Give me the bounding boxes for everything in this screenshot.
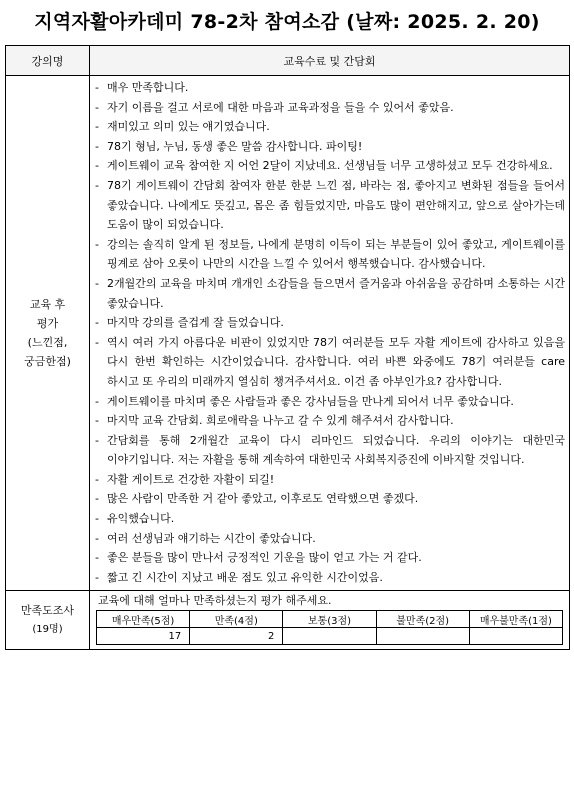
comment-text: 유익했습니다. [107, 512, 175, 526]
comment-text: 78기 형님, 누님, 동생 좋은 말씀 감사합니다. 파이팅! [107, 139, 363, 153]
bullet-dash: - [95, 316, 99, 330]
comment-item [95, 411, 565, 431]
rating-values-row [97, 628, 563, 645]
comment-text: 78기 게이트웨이 간담회 참여자 한분 한분 느낀 점, 바라는 점, 좋아지고 변화된 점들을 들어서 좋았습니다. 나에게도 뜻깊고, 몸은 좀 힘들었지만, 마음도 많이 편안해지고, 앞으로 살아가는데 도움이 많이 되었습니다. [107, 178, 565, 232]
bullet-dash: - [95, 100, 99, 114]
rating-value [376, 628, 469, 645]
rating-option: 매우불만족(1점) [469, 611, 562, 628]
rating-option: 만족(4점) [190, 611, 283, 628]
survey-label: 만족도조사 [20, 604, 75, 618]
comment-text: 짧고 긴 시간이 지났고 배운 점도 있고 유익한 시간이었음. [107, 570, 383, 584]
comment-item [95, 274, 565, 313]
comment-item [95, 78, 565, 98]
bullet-dash: - [95, 551, 99, 565]
section-label-line3: (느낀점, [27, 336, 68, 350]
bullet-dash: - [95, 139, 99, 153]
rating-value [469, 628, 562, 645]
comment-text: 매우 만족합니다. [107, 81, 189, 94]
comment-text: 재미있고 의미 있는 얘기였습니다. [107, 120, 270, 134]
survey-label-cell [6, 591, 90, 650]
comment-text: 좋은 분들을 많이 만나서 긍정적인 기운을 많이 얻고 가는 거 같다. [107, 551, 422, 565]
table-header-row [6, 46, 570, 76]
comment-item [95, 529, 565, 549]
bullet-dash: - [95, 159, 99, 173]
comment-item [95, 392, 565, 412]
comment-text: 자활 게이트로 건강한 자활이 되길! [107, 472, 275, 486]
bullet-dash: - [95, 394, 99, 408]
comment-item [95, 470, 565, 490]
comment-text: 강의는 솔직히 알게 된 정보들, 나에게 분명히 이득이 되는 부분들이 있어 좋았고, 게이트웨이를 핑계로 삼아 오롯이 나만의 시간을 느낄 수 있어서 행복했습니다. 감사했습니다. [107, 237, 565, 271]
survey-cell [90, 591, 570, 650]
comment-text: 자기 이름을 걸고 서로에 대한 마음과 교육과정을 들을 수 있어서 좋았음. [107, 100, 454, 114]
survey-question: 교육에 대해 얼마나 만족하셨는지 평가 해주세요. [98, 594, 332, 608]
comment-item [95, 176, 565, 235]
bullet-dash: - [95, 178, 99, 192]
rating-options-row [97, 611, 563, 628]
survey-respondent-count: (19명) [32, 624, 63, 636]
bullet-dash: - [95, 81, 99, 94]
bullet-dash: - [95, 492, 99, 506]
comment-text: 많은 사람이 만족한 거 같아 좋았고, 이후로도 연락했으면 좋겠다. [107, 492, 419, 506]
section-label [6, 76, 90, 591]
comment-item [95, 137, 565, 157]
evaluation-row [6, 76, 570, 591]
bullet-dash: - [95, 335, 99, 349]
comment-text: 게이트웨이 교육 참여한 지 어언 2달이 지났네요. 선생님들 너무 고생하셨고 모두 건강하세요. [107, 159, 553, 173]
comment-item [95, 431, 565, 470]
comment-text: 역시 여러 가지 아름다운 비판이 있었지만 78기 여러분들 모두 자활 게이트에 감사하고 있음을 다시 한번 확인하는 시간이었습니다. 감사합니다. 여러 바쁜 와중에도 78기 여러분들 care 하시고 또 우리의 미래까지 열심히 챙겨주셔서요. 이건 좀 아부인가요? 감사합니다. [107, 335, 565, 388]
comment-list [95, 76, 565, 590]
comment-item [95, 509, 565, 529]
comment-item [95, 98, 565, 118]
bullet-dash: - [95, 237, 99, 251]
rating-value: 17 [97, 628, 190, 645]
rating-option: 보통(3점) [283, 611, 376, 628]
evaluation-table [5, 45, 570, 650]
bullet-dash: - [95, 433, 99, 447]
comment-item [95, 235, 565, 274]
comment-text: 2개월간의 교육을 마치며 개개인 소감들을 들으면서 즐거움과 아쉬움을 공감하며 소통하는 시간 좋았습니다. [107, 276, 565, 310]
bullet-dash: - [95, 120, 99, 134]
bullet-dash: - [95, 276, 99, 290]
bullet-dash: - [95, 531, 99, 545]
comment-item [95, 489, 565, 509]
comment-item [95, 117, 565, 137]
section-label-line1: 교육 후 [29, 298, 66, 312]
header-course-completion: 교육수료 및 간담회 [90, 46, 570, 76]
comment-item [95, 548, 565, 568]
rating-option: 매우만족(5점) [97, 611, 190, 628]
bullet-dash: - [95, 414, 99, 428]
comment-item [95, 156, 565, 176]
comment-text: 마지막 강의를 즐겁게 잘 들었습니다. [107, 316, 284, 330]
rating-value [283, 628, 376, 645]
comments-cell [90, 76, 570, 591]
bullet-dash: - [95, 570, 99, 584]
comment-text: 여러 선생님과 얘기하는 시간이 좋았습니다. [107, 531, 316, 545]
section-label-line4: 궁금한점) [24, 355, 71, 369]
comment-text: 간담회를 통해 2개월간 교육이 다시 리마인드 되었습니다. 우리의 이야기는 대한민국 이야기입니다. 저는 자활을 통해 계속하여 대한민국 사회복지증진에 이바지할 것입니다. [107, 433, 565, 467]
bullet-dash: - [95, 472, 99, 486]
rating-option: 불만족(2점) [376, 611, 469, 628]
document-title: 지역자활아카데미 78-2차 참여소감 (날짜: 2025. 2. 20) [34, 11, 540, 33]
rating-value: 2 [190, 628, 283, 645]
comment-text: 마지막 교육 간담회. 희로애락을 나누고 갈 수 있게 해주셔서 감사합니다. [107, 414, 454, 428]
header-lecture-name: 강의명 [6, 46, 90, 76]
comment-item [95, 568, 565, 588]
comment-text: 게이트웨이를 마치며 좋은 사람들과 좋은 강사님들을 만나게 되어서 너무 좋았습니다. [107, 394, 514, 408]
survey-row [6, 591, 570, 650]
comment-item [95, 313, 565, 333]
rating-table [96, 610, 563, 645]
comment-item [95, 333, 565, 392]
section-label-line2: 평가 [36, 317, 59, 331]
bullet-dash: - [95, 512, 99, 526]
